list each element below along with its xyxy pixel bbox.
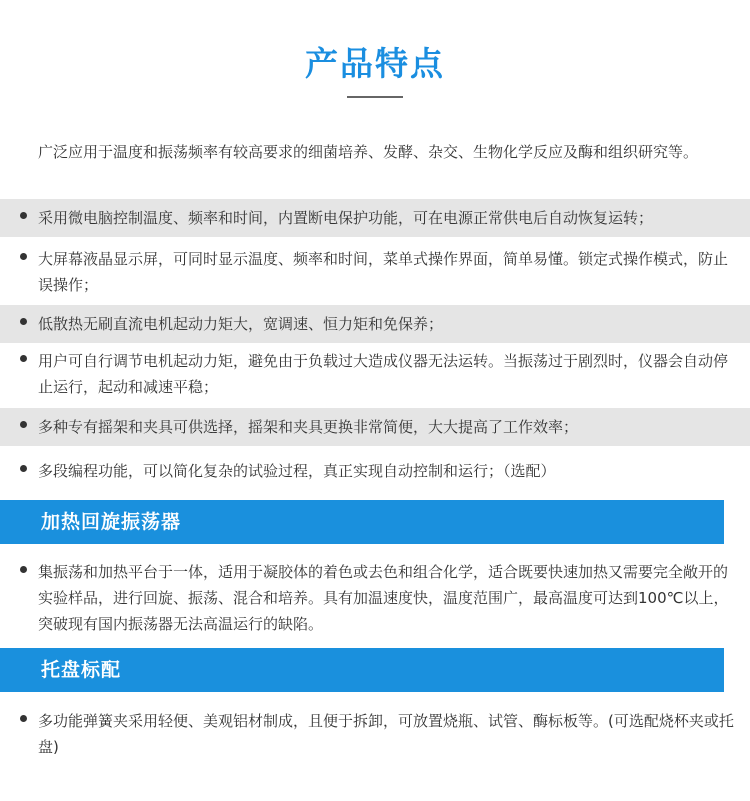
- intro-paragraph: 广泛应用于温度和振荡频率有较高要求的细菌培养、发酵、杂交、生物化学反应及酶和组织研究等。: [38, 143, 699, 161]
- bullet-icon: [20, 421, 27, 428]
- feature-text: 大屏幕液晶显示屏，可同时显示温度、频率和时间，菜单式操作界面，简单易懂。锁定式操作模式，防止误操作；: [38, 250, 729, 294]
- tray-text: 多功能弹簧夹采用轻便、美观铝材制成，且便于拆卸，可放置烧瓶、试管、酶标板等。(可选配烧杯夹或托盘): [38, 712, 734, 756]
- feature-text: 用户可自行调节电机起动力矩，避免由于负载过大造成仪器无法运转。当振荡过于剧烈时，仪器会自动停止运行，起动和减速平稳；: [38, 352, 729, 396]
- feature-item: [0, 240, 750, 304]
- bullet-icon: [20, 566, 27, 573]
- feature-item: [0, 199, 750, 237]
- heating-shaker-text: 集振荡和加热平台于一体，适用于凝胶体的着色或去色和组合化学，适合既要快速加热又需要完全敞开的实验样品，进行回旋、振荡、混合和培养。具有加温速度快，温度范围广，最高温度可达到100℃以上，突破现有国内振荡器无法高温运行的缺陷。: [38, 563, 729, 633]
- tray-description: [0, 702, 750, 766]
- title-divider: [347, 96, 403, 98]
- feature-item: [0, 452, 750, 490]
- section-heading-heating-shaker: 加热回旋振荡器: [0, 500, 724, 544]
- bullet-icon: [20, 465, 27, 472]
- feature-item: [0, 408, 750, 446]
- page-title: 产品特点: [305, 44, 445, 83]
- feature-text: 低散热无刷直流电机起动力矩大，宽调速、恒力矩和免保养；: [38, 315, 444, 333]
- feature-text: 采用微电脑控制温度、频率和时间，内置断电保护功能，可在电源正常供电后自动恢复运转；: [38, 209, 654, 227]
- bullet-icon: [20, 355, 27, 362]
- feature-text: 多段编程功能，可以简化复杂的试验过程，真正实现自动控制和运行；（选配）: [38, 462, 556, 480]
- bullet-icon: [20, 715, 27, 722]
- bullet-icon: [20, 212, 27, 219]
- bullet-icon: [20, 318, 27, 325]
- section-heading-tray: 托盘标配: [0, 648, 724, 692]
- heating-shaker-description: [0, 553, 750, 643]
- feature-text: 多种专有摇架和夹具可供选择，摇架和夹具更换非常简便，大大提高了工作效率；: [38, 418, 579, 436]
- bullet-icon: [20, 253, 27, 260]
- feature-item: [0, 305, 750, 343]
- feature-item: [0, 342, 750, 406]
